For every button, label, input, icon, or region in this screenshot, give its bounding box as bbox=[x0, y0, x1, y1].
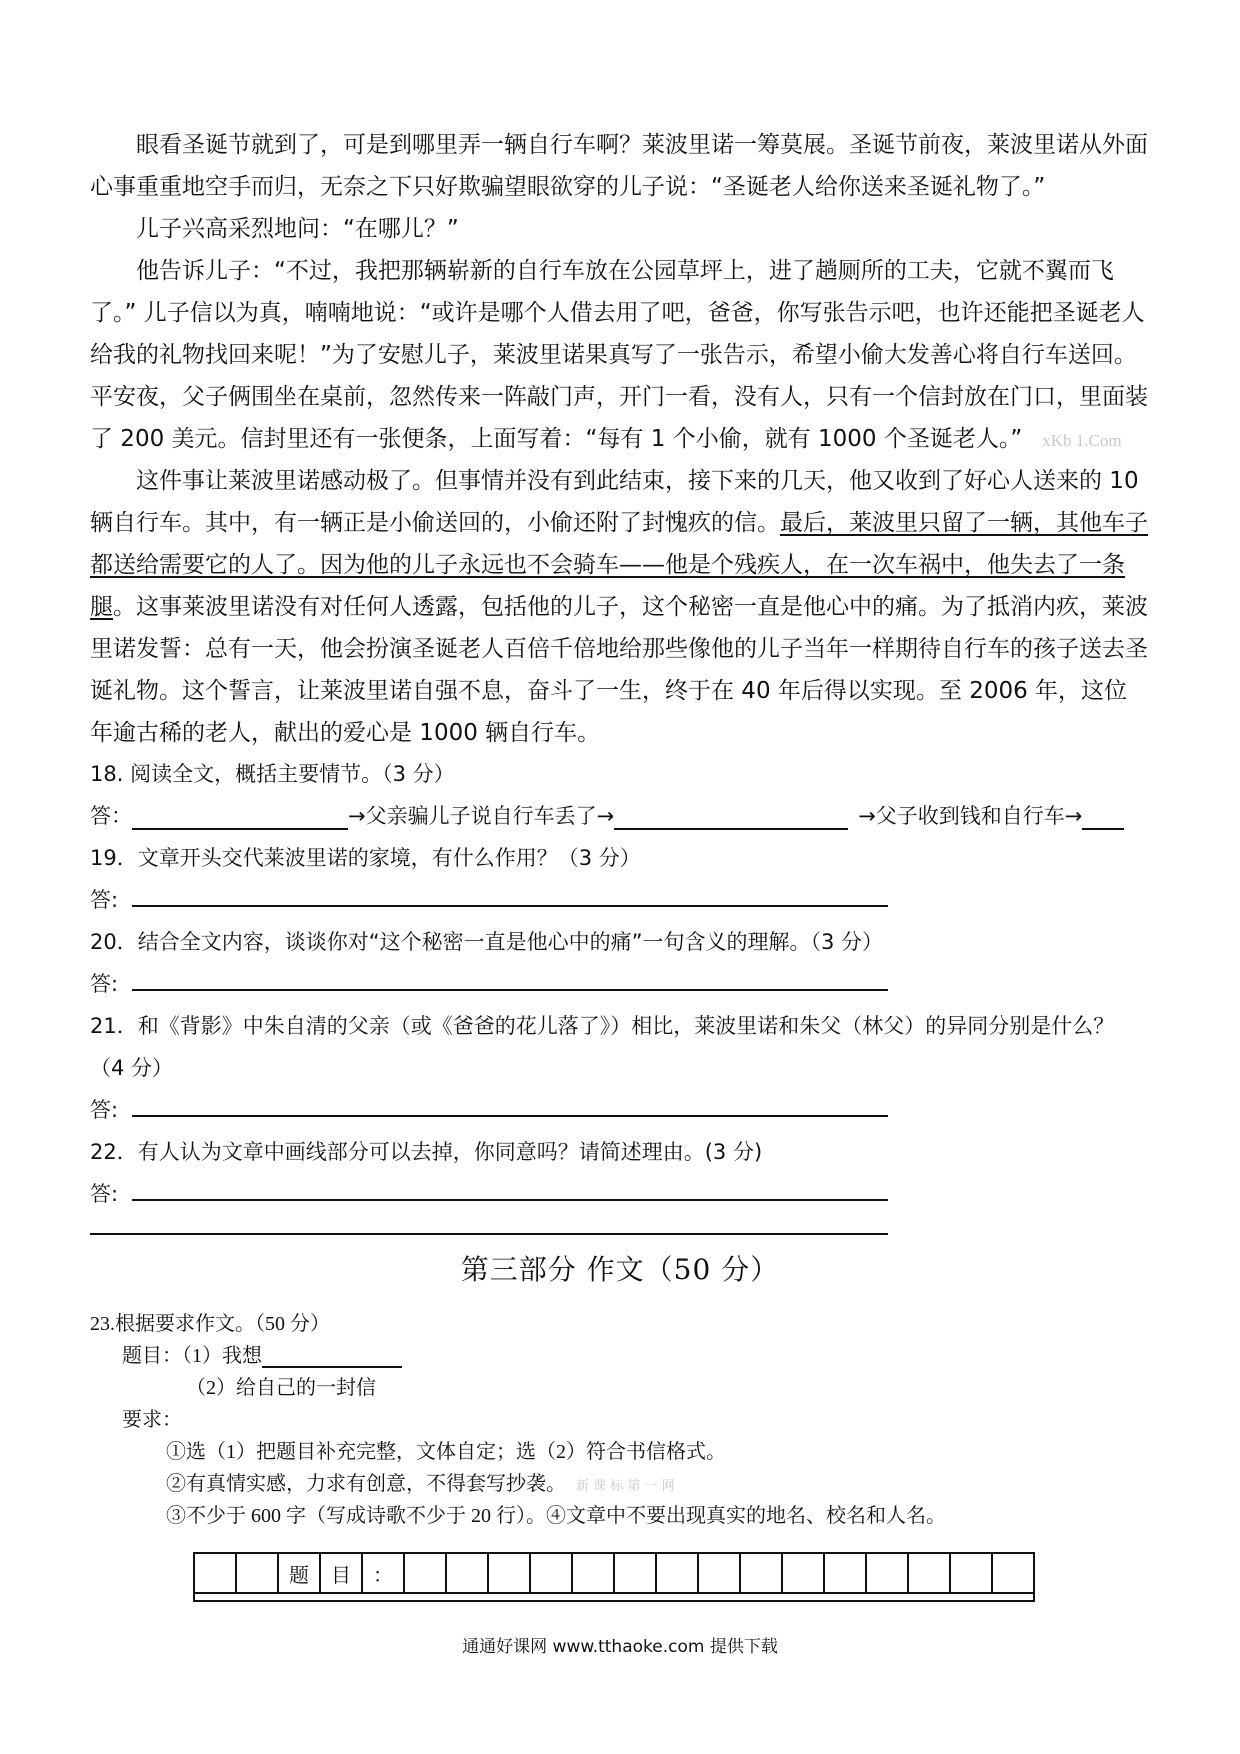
passage-paragraph-4-end: 。 bbox=[113, 594, 136, 620]
answer-21-line[interactable] bbox=[132, 1115, 888, 1117]
section-3-title: 第三部分 作文（50 分） bbox=[460, 1253, 780, 1286]
grid-cell[interactable] bbox=[404, 1553, 446, 1593]
question-20: 20．结合全文内容，谈谈你对“这个秘密一直是他心中的痛”一句含义的理解。（3 分） bbox=[90, 930, 884, 954]
answer-22-label: 答: bbox=[90, 1182, 119, 1206]
answer-blank[interactable] bbox=[614, 806, 848, 830]
answer-20-label: 答: bbox=[90, 972, 119, 996]
grid-cell[interactable] bbox=[740, 1553, 782, 1593]
grid-cell[interactable] bbox=[572, 1553, 614, 1593]
grid-cell[interactable] bbox=[866, 1553, 908, 1593]
passage-paragraph-3-text: 他告诉儿子：“不过，我把那辆崭新的自行车放在公园草坪上，进了趟厕所的工夫，它就不翼而飞了。” 儿子信以为真，喃喃地说：“或许是哪个人借去用了吧，爸爸，你写张告示吧，也许还能把圣诞老人给我的礼物找回来呢！”为了安慰儿子，莱波里诺果真写了一张告示，希望小偷大发善心将自行车送回。平安夜，父子俩围坐在桌前，忽然传来一阵敲门声，开门一看，没有人，只有一个信封放在门口，里面装了 200 美元。信封里还有一张便条，上面写着：“每有 1 个小偷，就有 1000 个圣诞老人。” bbox=[90, 258, 1148, 452]
passage-paragraph-2: 儿子兴高采烈地问：“在哪儿？” bbox=[136, 216, 459, 242]
grid-cell[interactable] bbox=[656, 1553, 698, 1593]
watermark-text: xKb 1.Com bbox=[1042, 431, 1122, 450]
answer-18-row bbox=[90, 800, 1124, 830]
topic-2: （2）给自己的一封信 bbox=[186, 1377, 376, 1399]
writing-grid bbox=[193, 1552, 1035, 1602]
grid-cell[interactable] bbox=[824, 1553, 866, 1593]
answer-19-label: 答: bbox=[90, 888, 119, 912]
passage-paragraph-3 bbox=[90, 250, 1150, 462]
grid-cell[interactable] bbox=[488, 1553, 530, 1593]
requirements-label: 要求： bbox=[122, 1409, 182, 1431]
answer-21-label: 答: bbox=[90, 1098, 119, 1122]
answer-label: 答： bbox=[90, 804, 132, 828]
topic-blank[interactable] bbox=[262, 1346, 402, 1368]
requirement-2-text: ②有真情实感，力求有创意，不得套写抄袭。 bbox=[166, 1473, 566, 1495]
watermark-text: 新 课 标 第 一 网 bbox=[576, 1479, 675, 1494]
grid-spacer-row bbox=[194, 1593, 1034, 1601]
topic-1-row bbox=[122, 1339, 402, 1368]
passage-paragraph-4-text: 这件事让莱波里诺感动极了。但事情并没有到此结束，接下来的几天，他又收到了好心人送来的 10 辆自行车。其中，有一辆正是小偷送回的，小偷还附了封愧疚的信。 bbox=[90, 468, 1139, 536]
requirement-2 bbox=[166, 1467, 675, 1496]
grid-cell[interactable]: ： bbox=[362, 1553, 404, 1593]
question-23: 23.根据要求作文。（50 分） bbox=[90, 1313, 330, 1335]
answer-blank[interactable] bbox=[132, 806, 348, 830]
grid-cell[interactable] bbox=[446, 1553, 488, 1593]
grid-cell[interactable] bbox=[908, 1553, 950, 1593]
passage-paragraph-1: 眼看圣诞节就到了，可是到哪里弄一辆自行车啊？莱波里诺一筹莫展。圣诞节前夜，莱波里诺从外面心事重重地空手而归，无奈之下只好欺骗望眼欲穿的儿子说：“圣诞老人给你送来圣诞礼物了。” bbox=[90, 132, 1148, 200]
requirement-3: ③不少于 600 字（写成诗歌不少于 20 行）。④文章中不要出现真实的地名、校名和人名。 bbox=[166, 1505, 946, 1527]
grid-cell[interactable] bbox=[614, 1553, 656, 1593]
answer-blank[interactable] bbox=[1082, 806, 1124, 830]
answer-22-line[interactable] bbox=[132, 1199, 888, 1201]
grid-cell[interactable] bbox=[194, 1553, 236, 1593]
underlined-passage: 最后，莱波里只留了一辆，其他车子都送给需要它的人了。因为他的儿子永远也不会骑车——他是个残疾人，在一次车祸中，他失去了一条腿 bbox=[90, 510, 1148, 620]
plot-step-4: →父子收到钱和自行车→ bbox=[858, 804, 1083, 828]
grid-cell[interactable] bbox=[530, 1553, 572, 1593]
grid-cell[interactable]: 题 bbox=[278, 1553, 320, 1593]
question-22: 22．有人认为文章中画线部分可以去掉，你同意吗？请简述理由。(3 分) bbox=[90, 1140, 763, 1164]
plot-step-2: →父亲骗儿子说自行车丢了→ bbox=[348, 804, 615, 828]
grid-cell[interactable]: 目 bbox=[320, 1553, 362, 1593]
answer-19-line[interactable] bbox=[132, 905, 888, 907]
grid-cell[interactable] bbox=[950, 1553, 992, 1593]
grid-cell[interactable] bbox=[698, 1553, 740, 1593]
question-19: 19．文章开头交代莱波里诺的家境，有什么作用？（3 分） bbox=[90, 846, 641, 870]
topic-label: 题目：（1）我想 bbox=[122, 1345, 262, 1367]
grid-cell[interactable] bbox=[236, 1553, 278, 1593]
answer-20-line[interactable] bbox=[132, 989, 888, 991]
grid-cell[interactable] bbox=[782, 1553, 824, 1593]
page-footer: 通通好课网 www.tthaoke.com 提供下载 bbox=[462, 1637, 778, 1657]
grid-cell[interactable] bbox=[992, 1553, 1034, 1593]
passage-paragraph-5: 这事莱波里诺没有对任何人透露，包括他的儿子，这个秘密一直是他心中的痛。为了抵消内疚，莱波里诺发誓：总有一天，他会扮演圣诞老人百倍千倍地给那些像他的儿子当年一样期待自行车的孩子送去圣诞礼物。这个誓言，让莱波里诺自强不息，奋斗了一生，终于在 40 年后得以实现。至 2006 年，这位年逾古稀的老人，献出的爱心是 1000 辆自行车。 bbox=[90, 594, 1148, 746]
requirement-1: ①选（1）把题目补充完整，文体自定；选（2）符合书信格式。 bbox=[166, 1441, 726, 1463]
answer-22-line-2[interactable] bbox=[90, 1233, 888, 1235]
question-21: 21．和《背影》中朱自清的父亲（或《爸爸的花儿落了》）相比，莱波里诺和朱父（林父）的异同分别是什么？ bbox=[90, 1014, 1115, 1038]
question-21-points: （4 分） bbox=[90, 1056, 174, 1080]
question-18: 18. 阅读全文，概括主要情节。（3 分） bbox=[90, 762, 455, 786]
